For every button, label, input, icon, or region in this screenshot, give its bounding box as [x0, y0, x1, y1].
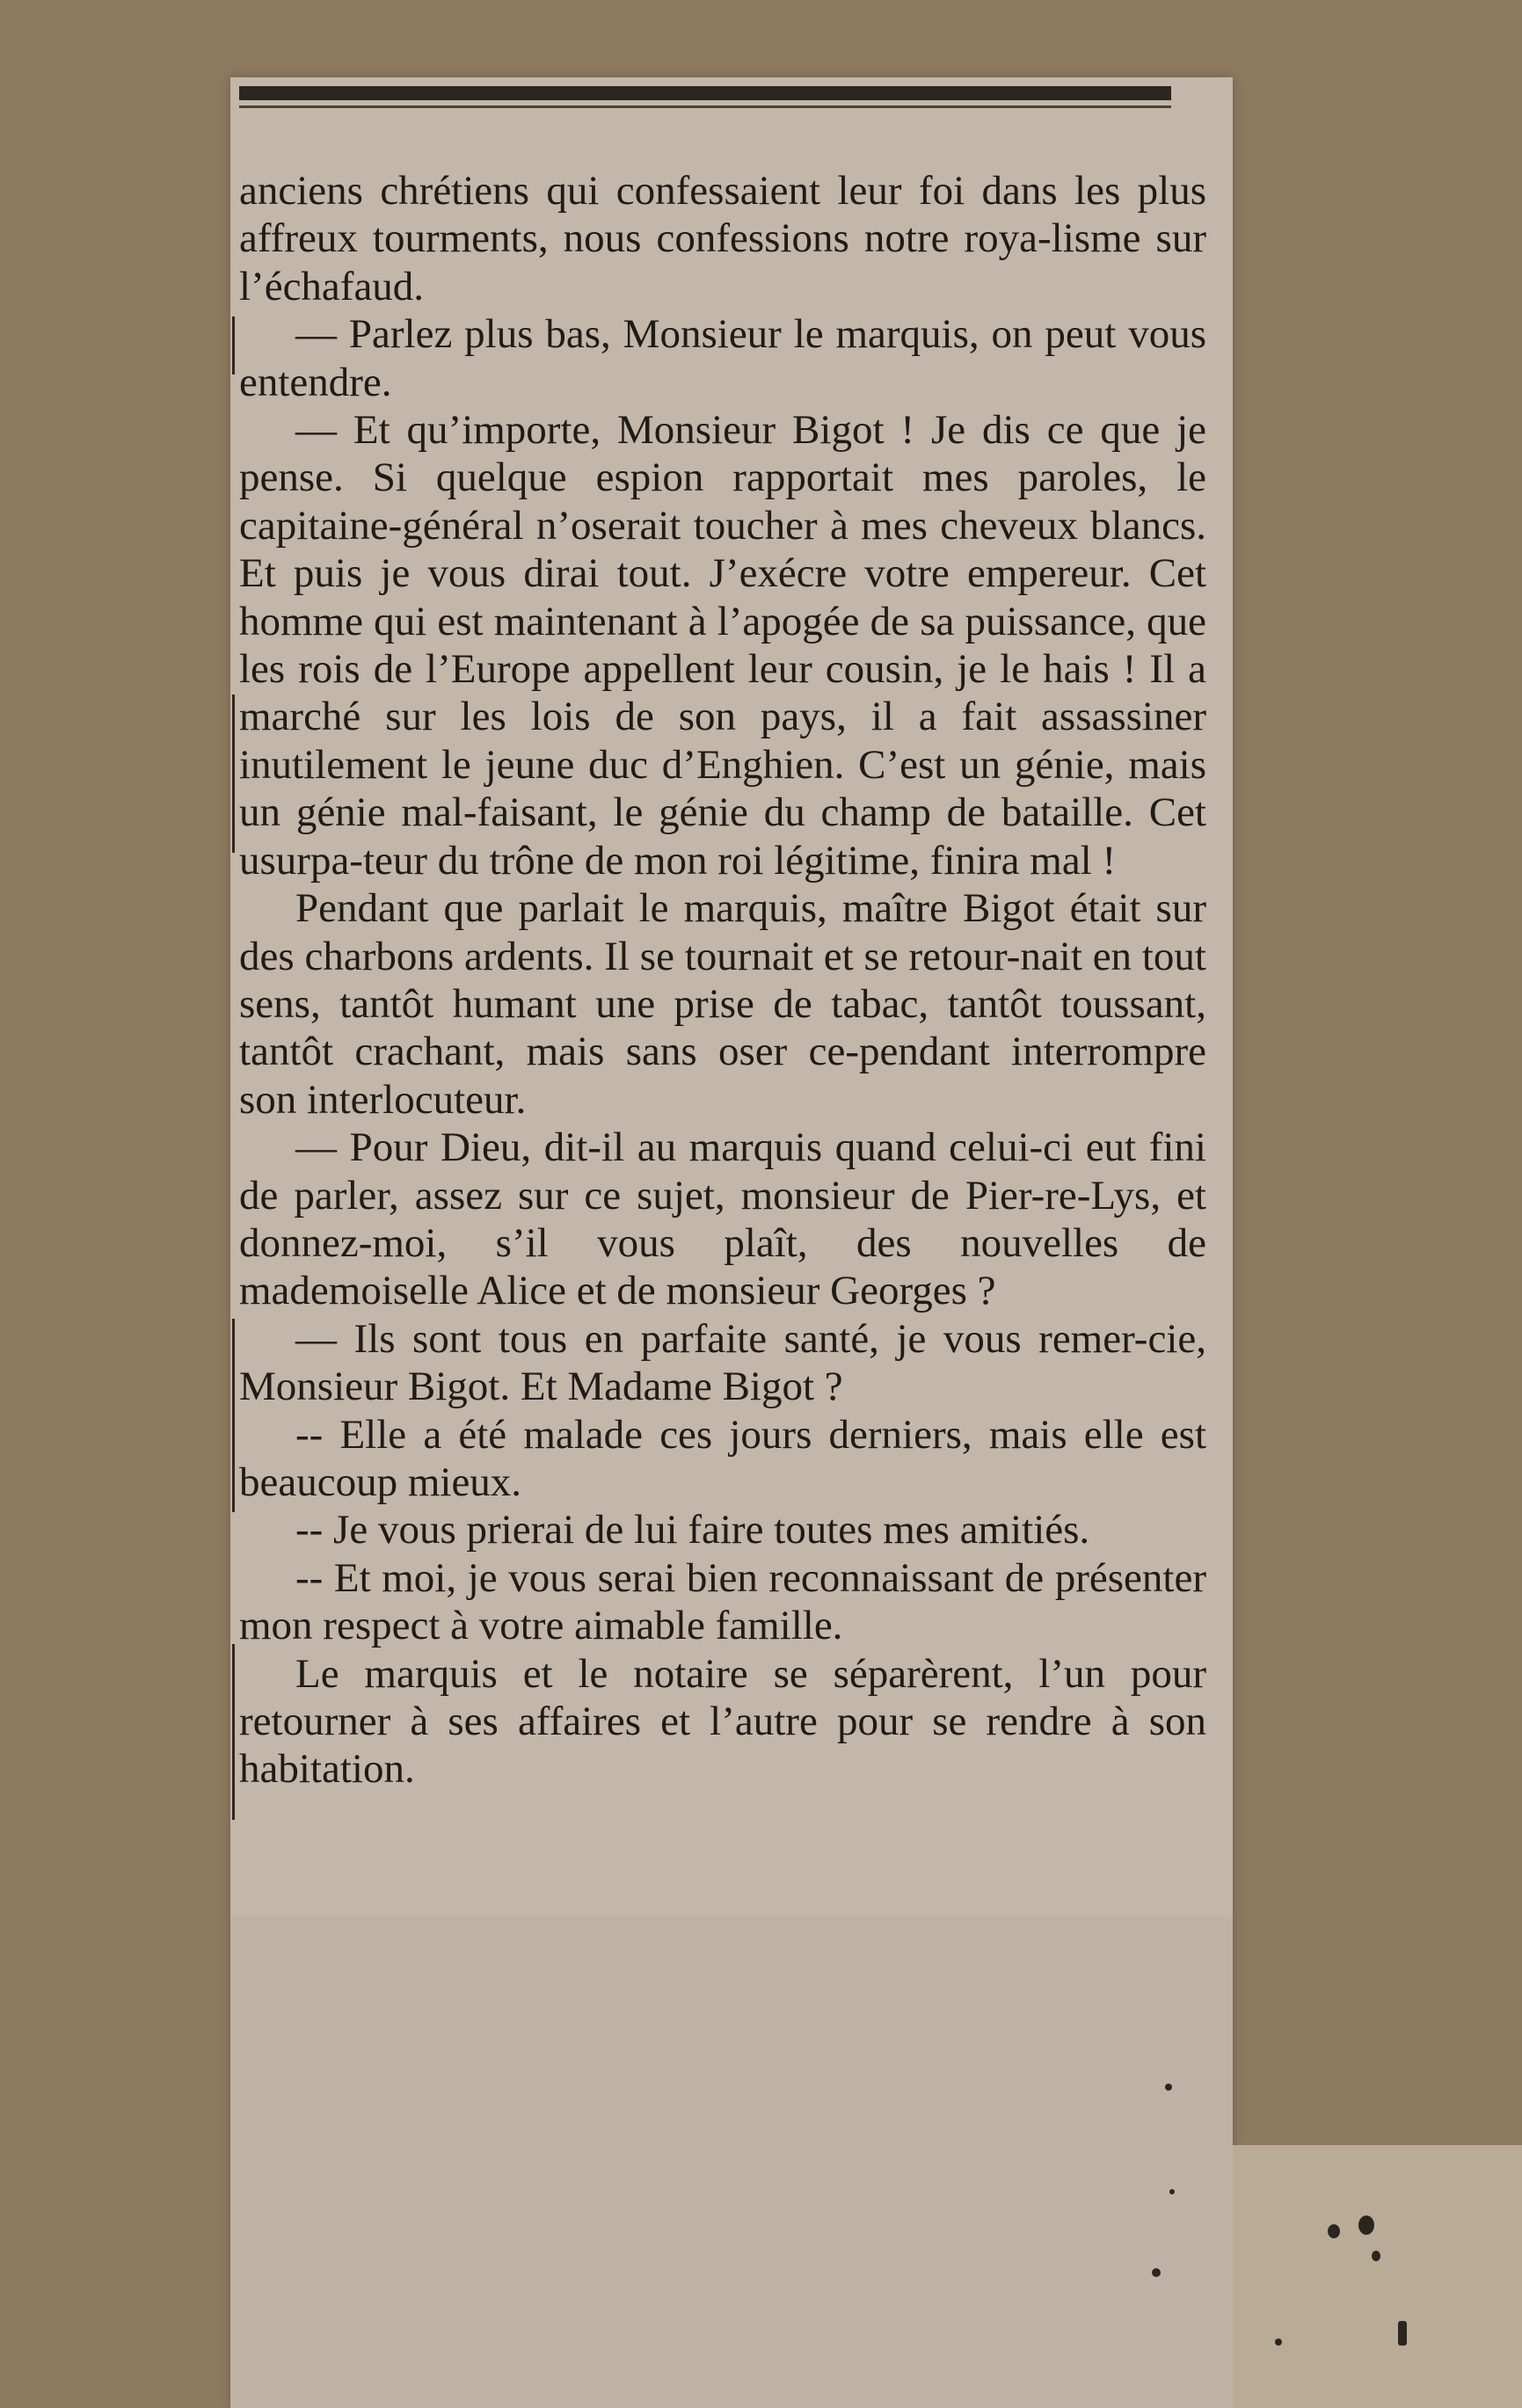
paragraph-6: — Ils sont tous en parfaite santé, je vous remer-cie, Monsieur Bigot. Et Madame Bigot ? [239, 1315, 1206, 1410]
paragraph-4: Pendant que parlait le marquis, maître Bigot était sur des charbons ardents. Il se tournait et se retour-nait en tout sens, tantôt humant une prise de tabac, tantôt toussant, tantôt crachant, mais sans oser ce-pendant interrompre son interlocuteur. [239, 885, 1206, 1123]
ink-speck [1152, 2268, 1161, 2277]
ink-speck [1275, 2339, 1282, 2346]
margin-line [232, 695, 235, 853]
margin-line [232, 316, 235, 375]
column-top-rule [239, 86, 1171, 100]
ink-speck [1358, 2215, 1374, 2235]
ink-speck [1372, 2251, 1380, 2261]
paragraph-5: — Pour Dieu, dit-il au marquis quand celui-ci eut fini de parler, assez sur ce sujet, monsieur de Pier-re-Lys, et donnez-moi, s’il vous plaît, des nouvelles de mademoiselle Alice et de monsieur Georges ? [239, 1124, 1206, 1314]
margin-line [232, 1644, 235, 1820]
paragraph-2: — Parlez plus bas, Monsieur le marquis, on peut vous entendre. [239, 311, 1206, 405]
paragraph-3: — Et qu’importe, Monsieur Bigot ! Je dis ce que je pense. Si quelque espion rapportait mes paroles, le capitaine-général n’oserait toucher à mes cheveux blancs. Et puis je vous dirai tout. J’exécre votre empereur. Cet homme qui est maintenant à l’apogée de sa puissance, que les rois de l’Europe appellent leur cousin, je le hais ! Il a marché sur les lois de son pays, il a fait assassiner inutilement le jeune duc d’Enghien. C’est un génie, mais un génie mal-faisant, le génie du champ de bataille. Cet usurpa-teur du trône de mon roi légitime, finira mal ! [239, 407, 1206, 884]
paragraph-7: -- Elle a été malade ces jours derniers, mais elle est beaucoup mieux. [239, 1411, 1206, 1505]
paragraph-1: anciens chrétiens qui confessaient leur foi dans les plus affreux tourments, nous confessions notre roya-lisme sur l’échafaud. [239, 168, 1206, 309]
margin-line [232, 1319, 235, 1512]
ink-speck [1169, 2189, 1175, 2194]
paragraph-9: -- Et moi, je vous serai bien reconnaissant de présenter mon respect à votre aimable famille. [239, 1554, 1206, 1649]
paragraph-8: -- Je vous prierai de lui faire toutes mes amitiés. [295, 1507, 1090, 1553]
column-top-rule-thin [239, 105, 1171, 108]
ink-speck [1328, 2224, 1340, 2238]
torn-paper-scrap [1233, 2145, 1522, 2408]
ink-speck [1398, 2321, 1407, 2346]
ink-speck [1165, 2084, 1172, 2091]
article-text [239, 167, 1206, 1793]
paragraph-10: Le marquis et le notaire se séparèrent, l’un pour retourner à ses affaires et l’autre pour se rendre à son habitation. [239, 1650, 1206, 1793]
blank-paper-area [230, 1917, 1233, 2408]
